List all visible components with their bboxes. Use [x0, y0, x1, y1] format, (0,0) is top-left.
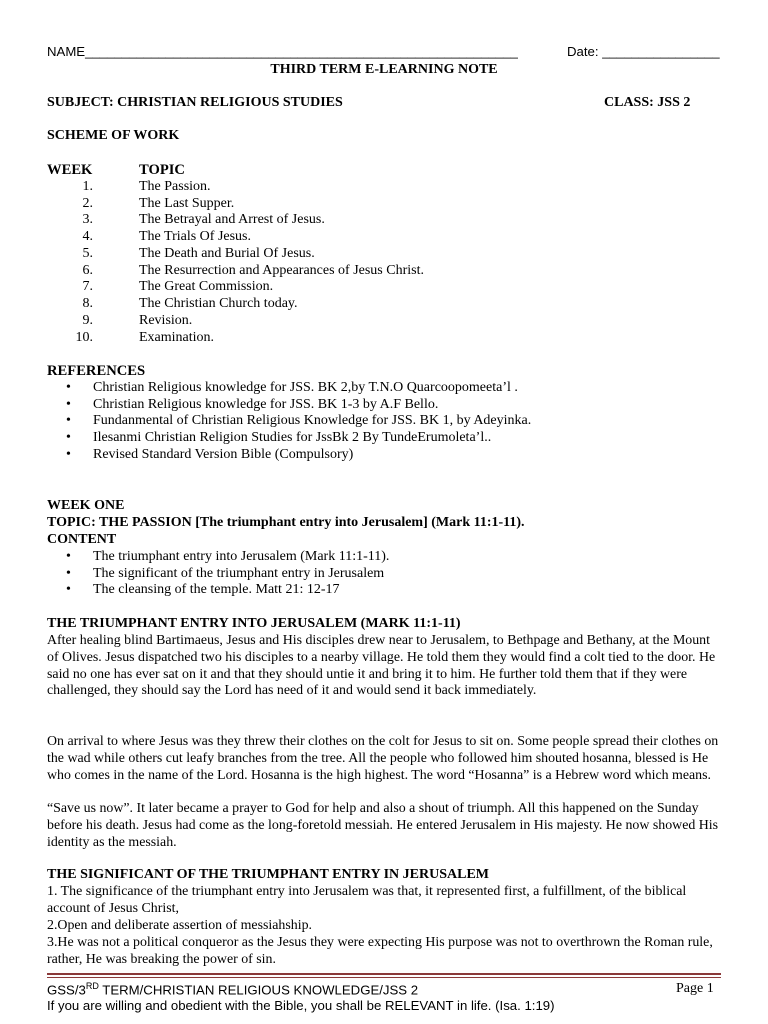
footer-rule — [47, 973, 721, 975]
subject-line: SUBJECT: CHRISTIAN RELIGIOUS STUDIES — [47, 95, 343, 110]
list-item — [66, 566, 385, 582]
week-number: 1. — [82, 179, 93, 194]
bullet-icon: • — [66, 430, 71, 445]
content-text: The significant of the triumphant entry in Jerusalem — [93, 566, 385, 581]
footer-code-prefix: GSS/3 — [47, 982, 86, 998]
week-topic: Revision. — [139, 313, 193, 328]
reference-text: Ilesanmi Christian Religion Studies for JssBk 2 By TundeErumoleta’l.. — [93, 430, 492, 445]
name-blank: ___________________________________________________________ — [85, 44, 518, 59]
week-number: 8. — [82, 296, 93, 311]
bullet-icon: • — [66, 582, 71, 597]
scheme-row — [47, 279, 727, 296]
week-topic: The Great Commission. — [139, 279, 274, 294]
scheme-row — [47, 263, 727, 280]
paragraph: 1. The significance of the triumphant entry into Jerusalem was that, it represented first, a fulfillment, of the biblical account of Jesus Christ, — [47, 884, 687, 916]
week-number: 7. — [82, 279, 93, 294]
bullet-icon: • — [66, 566, 71, 581]
week-topic: The Death and Burial Of Jesus. — [139, 246, 315, 261]
list-item — [66, 397, 439, 413]
reference-text: Revised Standard Version Bible (Compulsory) — [93, 447, 354, 462]
date-blank: ________________ — [602, 44, 720, 59]
section-heading: THE TRIUMPHANT ENTRY INTO JERUSALEM (MARK 11:1-11) — [47, 616, 461, 631]
week-one-topic: TOPIC: THE PASSION [The triumphant entry into Jerusalem] (Mark 11:1-11). — [47, 515, 525, 530]
list-item — [66, 549, 390, 565]
reference-text: Christian Religious knowledge for JSS. BK 1-3 by A.F Bello. — [93, 397, 439, 412]
week-one-heading: WEEK ONE — [47, 498, 125, 513]
week-number: 4. — [82, 229, 93, 244]
scheme-row — [47, 246, 727, 263]
bullet-icon: • — [66, 549, 71, 564]
content-text: The cleansing of the temple. Matt 21: 12-17 — [93, 582, 340, 597]
scheme-row — [47, 330, 727, 347]
class-line: CLASS: JSS 2 — [604, 95, 691, 110]
week-topic: The Resurrection and Appearances of Jesus Christ. — [139, 263, 424, 278]
week-topic: The Christian Church today. — [139, 296, 298, 311]
list-item — [66, 447, 354, 463]
paragraph: “Save us now”. It later became a prayer to God for help and also a shout of triumph. All this happened on the Sunday before his death. Jesus had come as the long-foretold messiah. He entered Jerusalem in His majesty. He now showed His identity as the messiah. — [47, 801, 719, 850]
date-label: Date: — [567, 44, 599, 59]
paragraph: After healing blind Bartimaeus, Jesus and His disciples drew near to Jerusalem, to Bethpage and Bethany, at the Mount of Olives. Jesus dispatched two his disciples to a nearby village. He told them they would find a colt tied to the door. He said no one has ever sat on it and that they should untie it and bring it to him. He further told them that if they were challenged, they should say the Lord has need of it and would send it back immediately. — [47, 633, 716, 699]
content-text: The triumphant entry into Jerusalem (Mark 11:1-11). — [93, 549, 390, 564]
week-column-header: WEEK — [47, 162, 93, 178]
week-number: 3. — [82, 212, 93, 227]
week-topic: The Betrayal and Arrest of Jesus. — [139, 212, 325, 227]
topic-column-header: TOPIC — [139, 162, 185, 178]
footer-code-sup: RD — [85, 981, 99, 991]
footer-code — [47, 981, 418, 997]
week-topic: The Last Supper. — [139, 196, 235, 211]
document-title: THIRD TERM E-LEARNING NOTE — [270, 62, 498, 77]
list-item — [66, 413, 532, 429]
scheme-row — [47, 196, 727, 213]
week-number: 10. — [75, 330, 93, 345]
footer-rule — [47, 977, 721, 978]
name-label: NAME — [47, 44, 86, 59]
week-topic: Examination. — [139, 330, 215, 345]
footer-motto: If you are willing and obedient with the Bible, you shall be RELEVANT in life. (Isa. 1:19) — [47, 998, 555, 1013]
week-number: 5. — [82, 246, 93, 261]
scheme-row — [47, 313, 727, 330]
week-number: 9. — [82, 313, 93, 328]
paragraph: 2.Open and deliberate assertion of messiahship. — [47, 918, 313, 933]
footer-code-suffix: TERM/CHRISTIAN RELIGIOUS KNOWLEDGE/JSS 2 — [98, 982, 419, 998]
scheme-heading: SCHEME OF WORK — [47, 128, 180, 143]
week-number: 6. — [82, 263, 93, 278]
week-topic: The Passion. — [139, 179, 211, 194]
scheme-row — [47, 212, 727, 229]
date-line — [567, 44, 720, 59]
bullet-icon: • — [66, 413, 71, 428]
content-heading: CONTENT — [47, 532, 117, 547]
bullet-icon: • — [66, 397, 71, 412]
section-heading: THE SIGNIFICANT OF THE TRIUMPHANT ENTRY IN JERUSALEM — [47, 867, 490, 882]
list-item — [66, 380, 518, 396]
list-item — [66, 430, 492, 446]
bullet-icon: • — [66, 447, 71, 462]
week-number: 2. — [82, 196, 93, 211]
week-topic: The Trials Of Jesus. — [139, 229, 252, 244]
paragraph: 3.He was not a political conqueror as the Jesus they were expecting His purpose was not to overthrown the Roman rule, rather, He was breaking the power of sin. — [47, 935, 713, 967]
scheme-row — [47, 296, 727, 313]
reference-text: Fundanmental of Christian Religious Knowledge for JSS. BK 1, by Adeyinka. — [93, 413, 532, 428]
reference-text: Christian Religious knowledge for JSS. BK 2,by T.N.O Quarcoopomeeta’l . — [93, 380, 518, 395]
paragraph: On arrival to where Jesus was they threw their clothes on the colt for Jesus to sit on. Some people spread their clothes on the wad while others cut leafy branches from the tree. All the people who followed him shouted hosanna, blessed is He who comes in the name of the Lord. Hosanna is the high highest. The word “Hosanna” is a Hebrew word which means. — [47, 734, 719, 783]
page-number: Page 1 — [676, 981, 714, 996]
scheme-row — [47, 229, 727, 246]
list-item — [66, 582, 340, 598]
bullet-icon: • — [66, 380, 71, 395]
references-heading: REFERENCES — [47, 363, 146, 379]
name-line — [47, 44, 518, 59]
scheme-row — [47, 179, 727, 196]
